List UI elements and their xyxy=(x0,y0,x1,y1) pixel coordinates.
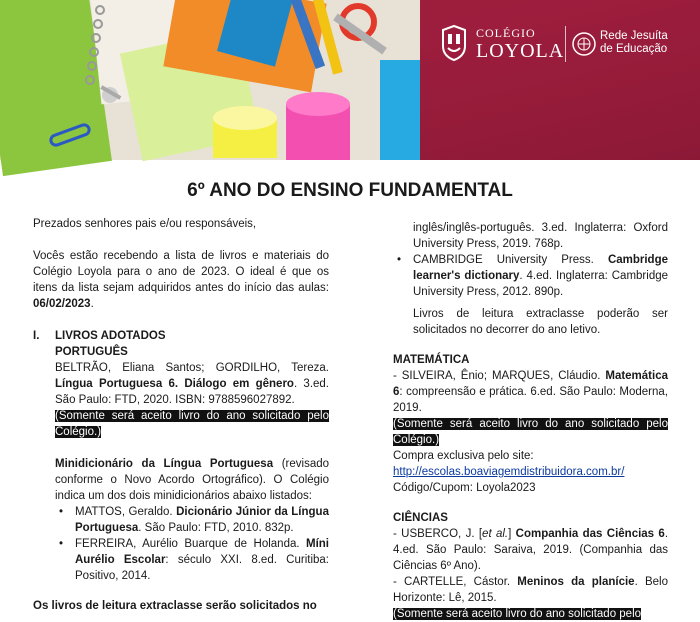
book-title: Língua Portuguesa 6. Diálogo em gênero xyxy=(55,378,294,390)
dict2-details: : século XXI. 8.ed. Curitiba: Positivo, 2014. xyxy=(75,554,329,582)
footer-partial-text: Os livros de leitura extraclasse serão solicitados no xyxy=(33,600,317,612)
coupon-code: Código/Cupom: Loyola2023 xyxy=(393,482,536,494)
network-name xyxy=(600,30,668,56)
subject-portugues: PORTUGUÊS xyxy=(55,346,128,358)
notice-highlight: (Somente será aceito livro do ano solicitado pelo Colégio.) xyxy=(55,410,329,438)
dictionary-list-continued xyxy=(393,252,668,300)
intro-end: . xyxy=(90,298,94,310)
math-notice xyxy=(393,416,668,448)
list-item xyxy=(55,536,329,584)
school-logo[interactable] xyxy=(440,22,680,68)
dictionary-text: (revisado conforme o Novo Acordo Ortográfico). O Colégio indica um dos dois minidicionários abaixo listados: xyxy=(55,458,329,502)
dict1-title: Dicionário Júnior da Língua Portuguesa xyxy=(75,506,329,534)
math-notice-highlight: (Somente será aceito livro do ano solicitado pelo Colégio.) xyxy=(393,418,668,446)
rede-jesuita-seal-icon xyxy=(571,31,597,57)
science2-author: - CARTELLE, Cástor. xyxy=(393,576,511,588)
bullet-icon: • xyxy=(59,538,64,550)
school-supplies-photo xyxy=(0,0,420,160)
school-name-small: COLÉGIO xyxy=(476,26,536,40)
dict1-author: MATTOS, Geraldo. xyxy=(75,506,173,518)
science1-details: . 4.ed. São Paulo: Saraiva, 2019. (Companhia das Ciências 6º Ano). xyxy=(393,528,669,572)
math-title: Matemática 6 xyxy=(393,370,668,398)
extraclass-note: Livros de leitura extraclasse poderão ser solicitados no decorrer do ano letivo. xyxy=(413,308,668,336)
section-number: I. xyxy=(33,330,40,342)
cambridge-title: Cambridge learner's dictionary xyxy=(413,254,669,282)
dict2-title: Míni Aurélio Escolar xyxy=(75,538,329,566)
school-name-big: LOYOLA xyxy=(476,40,565,62)
purchase-link[interactable]: http://escolas.boaviagemdistribuidora.com.br/ xyxy=(393,466,625,478)
science2-details: . Belo Horizonte: Lê, 2015. xyxy=(393,576,668,604)
school-name xyxy=(476,26,564,62)
bullet-icon: • xyxy=(397,254,402,266)
dictionary-intro xyxy=(55,456,329,504)
network-line-1: Rede Jesuíta xyxy=(600,30,668,42)
dictionary-title: Minidicionário da Língua Portuguesa xyxy=(55,458,274,470)
loyola-crest-icon xyxy=(440,24,468,62)
cambridge-details: . 4.ed. Inglaterra: Cambridge University Press, 2012. 890p. xyxy=(413,270,669,298)
bullet-icon: • xyxy=(59,506,64,518)
network-line-2: de Educação xyxy=(600,43,668,55)
oxford-continuation: inglês/inglês-português. 3.ed. Inglaterra: Oxford University Press, 2019. 768p. xyxy=(413,222,668,250)
science1-title: Companhia das Ciências 6 xyxy=(515,528,665,540)
list-item xyxy=(393,252,668,300)
science1-etal: et al. xyxy=(482,528,509,540)
subject-matematica: MATEMÁTICA xyxy=(393,354,470,366)
logo-divider xyxy=(565,26,566,62)
book-details: . 3.ed. São Paulo: FTD, 2020. ISBN: 9788596027892. xyxy=(55,378,329,406)
book-author: BELTRÃO, Eliana Santos; GORDILHO, Tereza. xyxy=(55,362,329,374)
science-notice-highlight: (Somente será aceito livro do ano solicitado pelo xyxy=(393,608,642,620)
greeting: Prezados senhores pais e/ou responsáveis, xyxy=(33,218,257,230)
science1-bracket: ] xyxy=(508,528,512,540)
section-title: LIVROS ADOTADOS xyxy=(55,330,166,342)
left-column xyxy=(33,216,329,614)
math-book-entry xyxy=(393,368,668,416)
intro-date: 06/02/2023 xyxy=(33,298,91,310)
math-details: : compreensão e prática. 6.ed. São Paulo: Moderna, 2019. xyxy=(393,386,668,414)
section-heading xyxy=(33,328,329,344)
science-book-2 xyxy=(393,574,668,606)
header-banner xyxy=(0,0,700,160)
document-title: 6º ANO DO ENSINO FUNDAMENTAL xyxy=(187,180,513,201)
purchase-label: Compra exclusiva pelo site: xyxy=(393,450,534,462)
book-entry xyxy=(55,360,329,408)
intro-paragraph xyxy=(33,248,329,312)
list-item xyxy=(55,504,329,536)
math-author: - SILVEIRA, Ênio; MARQUES, Cláudio. xyxy=(393,370,601,382)
science-book-1 xyxy=(393,526,668,574)
notice-text xyxy=(55,408,329,440)
dictionary-list xyxy=(33,504,329,584)
right-column xyxy=(393,220,668,622)
science1-author: - USBERCO, J. [ xyxy=(393,528,483,540)
intro-text: Vocês estão recebendo a lista de livros e materiais do Colégio Loyola para o ano de 2023. O ideal é que os itens da lista sejam adquiridos antes do início das aulas: xyxy=(33,250,329,294)
science-notice xyxy=(393,606,668,622)
science2-title: Meninos da planície xyxy=(517,576,635,588)
dict2-author: FERREIRA, Aurélio Buarque de Holanda. xyxy=(75,538,300,550)
cambridge-author: CAMBRIDGE University Press. xyxy=(413,254,594,266)
subject-ciencias: CIÊNCIAS xyxy=(393,512,448,524)
dict1-details: . São Paulo: FTD, 2010. 832p. xyxy=(138,522,294,534)
